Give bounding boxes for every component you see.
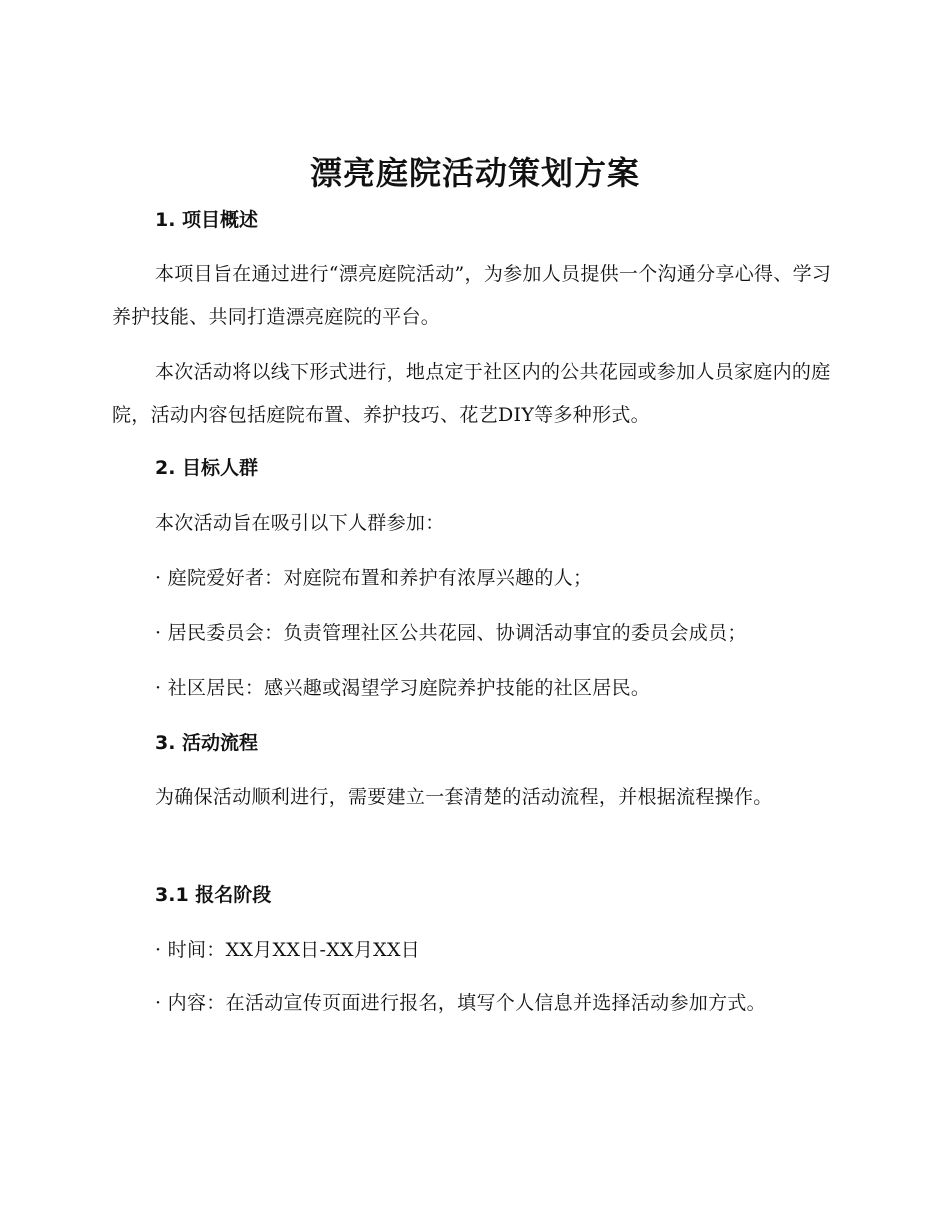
document-title: 漂亮庭院活动策划方案: [309, 154, 640, 192]
section-heading-registration: 3.1 报名阶段: [155, 884, 272, 906]
overview-paragraph-1: 本项目旨在通过进行“漂亮庭院活动”，为参加人员提供一个沟通分享心得、学习养护技能、共同打造漂亮庭院的平台。: [112, 263, 832, 328]
section-heading-target-audience: 2. 目标人群: [155, 457, 259, 479]
audience-bullet-committee: · 居民委员会：负责管理社区公共花园、协调活动事宜的委员会成员；: [155, 622, 747, 644]
registration-bullet-content: · 内容：在活动宣传页面进行报名，填写个人信息并选择活动参加方式。: [155, 992, 766, 1014]
section-heading-process: 3. 活动流程: [155, 732, 259, 754]
section-heading-overview: 1. 项目概述: [155, 209, 259, 231]
registration-bullet-time: · 时间：XX月XX日-XX月XX日: [155, 939, 421, 961]
audience-bullet-residents: · 社区居民：感兴趣或渴望学习庭院养护技能的社区居民。: [155, 677, 651, 699]
target-audience-intro: 本次活动旨在吸引以下人群参加：: [155, 512, 445, 534]
process-paragraph: 为确保活动顺利进行，需要建立一套清楚的活动流程，并根据流程操作。: [155, 786, 773, 808]
overview-paragraph-2: 本次活动将以线下形式进行，地点定于社区内的公共花园或参加人员家庭内的庭院，活动内容包括庭院布置、养护技巧、花艺DIY等多种形式。: [112, 361, 831, 426]
audience-bullet-enthusiasts: · 庭院爱好者：对庭院布置和养护有浓厚兴趣的人；: [155, 567, 593, 589]
